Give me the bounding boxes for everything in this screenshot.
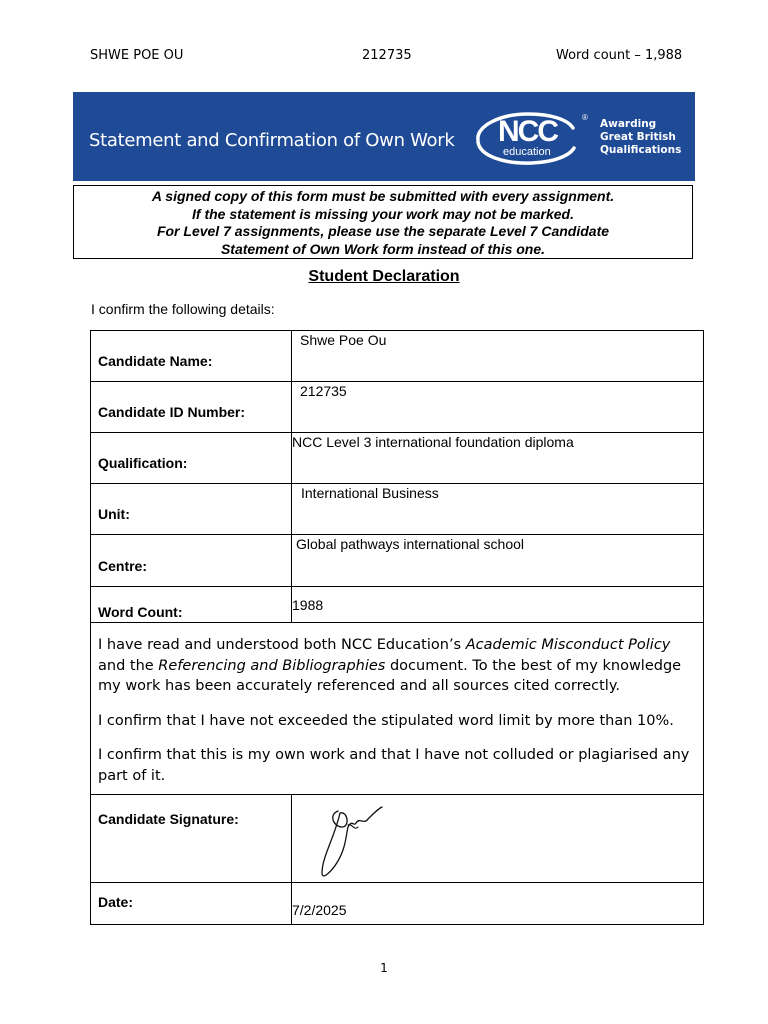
svg-text:NCC: NCC [498, 115, 557, 148]
qualification-value: NCC Level 3 international foundation diploma [292, 433, 704, 484]
candidate-name-label: Candidate Name: [91, 331, 292, 382]
word-count-row [91, 587, 704, 623]
declaration-intro: I confirm the following details: [91, 301, 275, 317]
banner-title: Statement and Confirmation of Own Work [89, 130, 455, 151]
awarding-body-tagline: Awarding Great British Qualifications [600, 118, 682, 156]
header-student-name: SHWE POE OU [90, 48, 184, 63]
title-banner [73, 92, 695, 181]
qualification-label: Qualification: [91, 433, 292, 484]
notice-line: A signed copy of this form must be submitted with every assignment. [151, 188, 615, 204]
declaration-title: Student Declaration [308, 268, 460, 285]
centre-value: Global pathways international school [292, 535, 704, 587]
centre-row [91, 535, 704, 587]
notice-line: If the statement is missing your work may not be marked. [192, 205, 574, 222]
header-student-id: 212735 [362, 48, 412, 63]
svg-text:®: ® [582, 113, 588, 122]
handwritten-signature [308, 801, 388, 881]
unit-label: Unit: [91, 484, 292, 535]
statement-paragraph-word-limit: I confirm that I have not exceeded the stipulated word limit by more than 10%. [98, 712, 674, 729]
qualification-row [91, 433, 704, 484]
date-row [91, 883, 704, 925]
candidate-name-value: Shwe Poe Ou [292, 331, 704, 382]
candidate-id-row [91, 382, 704, 433]
own-work-statement [91, 623, 704, 795]
svg-text:education: education [503, 146, 551, 158]
notice-line: Statement of Own Work form instead of this one. [220, 240, 546, 257]
candidate-name-row [91, 331, 704, 382]
statement-row [91, 623, 704, 795]
unit-value: International Business [292, 484, 704, 535]
signature-cell [292, 795, 704, 883]
candidate-id-value: 212735 [292, 382, 704, 433]
header-word-count: Word count – 1,988 [556, 48, 683, 63]
signature-label: Candidate Signature: [91, 795, 292, 883]
signature-row [91, 795, 704, 883]
date-value: 7/2/2025 [292, 883, 704, 925]
page-number: 1 [380, 961, 388, 975]
word-count-label: Word Count: [91, 587, 292, 623]
candidate-id-label: Candidate ID Number: [91, 382, 292, 433]
unit-row [91, 484, 704, 535]
date-label: Date: [91, 883, 292, 925]
notice-line: For Level 7 assignments, please use the separate Level 7 Candidate [156, 223, 610, 239]
statement-paragraph-own-work: I confirm that this is my own work and that I have not colluded or plagiarised any part of it. [98, 747, 690, 784]
submission-notice [73, 185, 693, 259]
word-count-value: 1988 [292, 587, 704, 623]
declaration-form-table [90, 330, 704, 925]
statement-paragraph-policy: I have read and understood both NCC Education’s Academic Misconduct Policy and the Referencing and Bibliographies document. To the best of my knowledge my work has been accurately referenced and all sources cited correctly. [98, 637, 682, 694]
centre-label: Centre: [91, 535, 292, 587]
